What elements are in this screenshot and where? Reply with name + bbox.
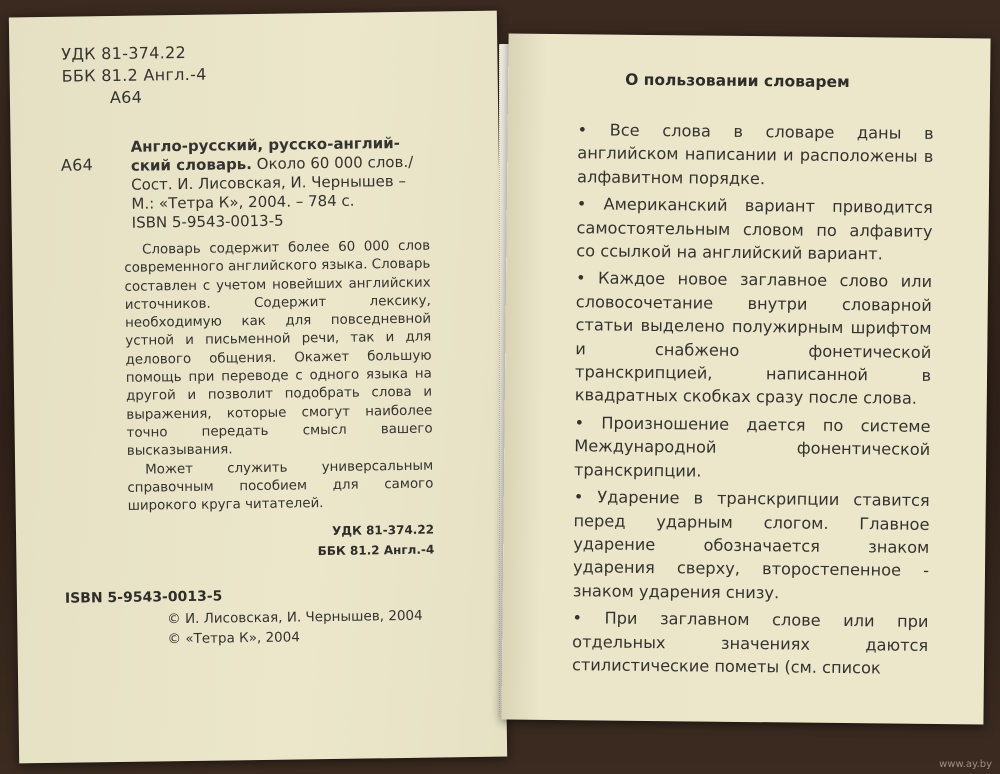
bbk-code: ББК 81.2 Англ.-4 — [61, 64, 207, 86]
bbk-small: ББК 81.2 Англ.-4 — [317, 542, 435, 559]
usage-note: • Произношение дается по системе Международной фонентической транскрипции. — [573, 413, 931, 481]
copyright-authors: © И. Лисовская, И. Чернышев, 2004 — [167, 607, 423, 628]
compilers-line: Сост. И. Лисовская, И. Чернышев – — [131, 171, 407, 194]
annotation — [124, 238, 434, 517]
usage-note: • Ударение в транскрипции ставится перед ударным слогом. Главное ударение обозначается знаком ударения сверху, второстепенное - знаком ударения снизу. — [572, 487, 930, 603]
watermark-text: www.ay.by — [939, 759, 992, 770]
copyright-publisher: © «Тетра К», 2004 — [167, 629, 301, 648]
usage-note: • При заглавном слове или при отдельных значениях даются стилистические пометы (см. список — [571, 608, 929, 678]
right-page — [501, 33, 990, 724]
annotation-paragraph-2: Может служить универсальным справочным пособием для самого широкого круга читателей. — [127, 458, 434, 514]
isbn-line: ISBN 5-9543-0013-5 — [131, 211, 284, 232]
book-title-line1: Англо-русский, русско-англий- — [130, 133, 401, 156]
isbn-bold: ISBN 5-9543-0013-5 — [64, 588, 223, 607]
publisher-line: М.: «Тетра К», 2004. – 784 с. — [131, 191, 355, 213]
section-heading: О пользовании словарем — [625, 70, 850, 92]
udk-small: УДК 81-374.22 — [331, 522, 435, 538]
annotation-paragraph-1: Словарь содержит более 60 000 слов современного английского языка. Словарь составлен с учетом новейших английских источников. Содержит лексику, необходимую как для повседневной устной и письменной речи, так и для делового общения. Окажет большую помощь при переводе с одного языка на другой и позволит подобрать слова и выражения, которые смогут наиболее точно передать смысл вашего высказывания. — [124, 238, 433, 460]
udk-code: УДК 81-374.22 — [61, 42, 187, 64]
usage-notes-list — [572, 118, 934, 684]
usage-note: • Каждое новое заглавное слово или словосочетание внутри словарной статьи выделено полужирным шрифтом и снабжено фонетической транскрипцией, написанной в квадратных скобках сразу после слова. — [574, 268, 933, 409]
entry-author-mark: А64 — [60, 155, 94, 175]
left-page — [9, 11, 507, 764]
author-mark: А64 — [109, 87, 143, 108]
book-title-rest: Около 60 000 слов./ — [251, 152, 414, 174]
book-title-bold-part: ский словарь. — [130, 155, 253, 175]
usage-note: • Все слова в словаре даны в английском написании и расположены в алфавитном порядке. — [577, 120, 934, 189]
usage-note: • Американский вариант приводится самостоятельным словом по алфавиту со ссылкой на английский вариант. — [576, 194, 933, 264]
